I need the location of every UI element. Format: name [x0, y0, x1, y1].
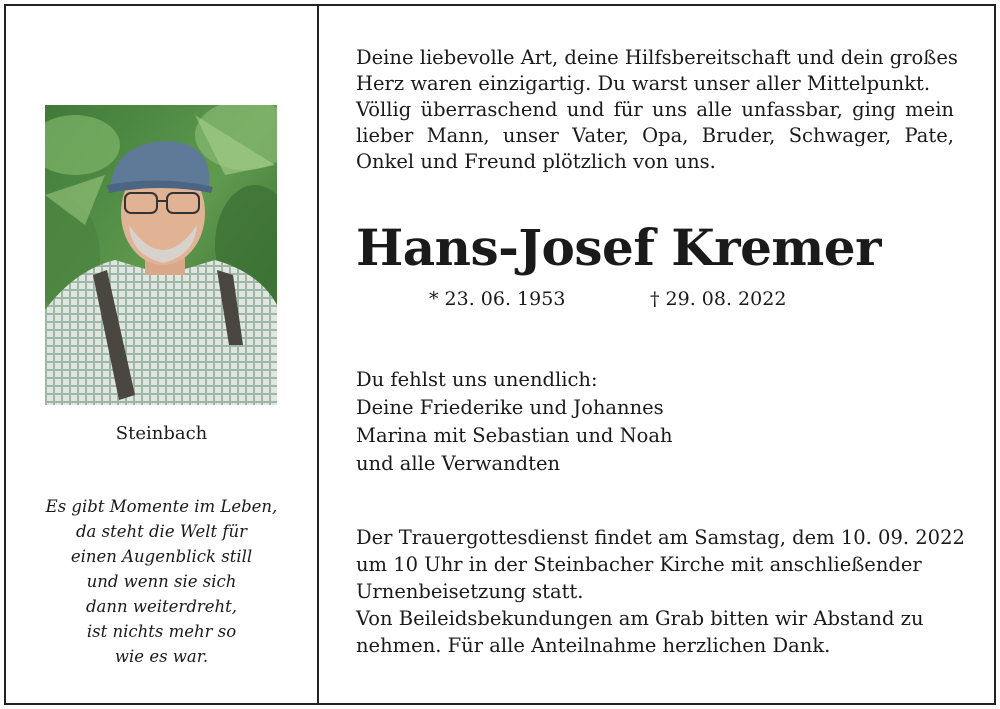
poem-line: Es gibt Momente im Leben, [45, 497, 278, 516]
column-divider [317, 4, 319, 705]
intro-line: Onkel und Freund plötzlich von uns. [356, 150, 716, 173]
poem-line: und wenn sie sich [86, 572, 237, 591]
birth-date: * 23. 06. 1953 [429, 288, 566, 310]
service-info [356, 524, 965, 659]
service-line: um 10 Uhr in der Steinbacher Kirche mit anschließender [356, 553, 922, 576]
deceased-name: Hans-Josef Kremer [356, 218, 881, 277]
death-date: † 29. 08. 2022 [650, 288, 787, 310]
poem-line: einen Augenblick still [70, 547, 253, 566]
family-line: Du fehlst uns unendlich: [356, 368, 598, 391]
intro-text [356, 45, 958, 175]
family-line: Marina mit Sebastian und Noah [356, 424, 673, 447]
hometown: Steinbach [115, 423, 208, 444]
intro-line: Völlig überraschend und für uns alle unfassbar, ging mein [356, 98, 954, 121]
poem-line: dann weiterdreht, [85, 597, 238, 616]
poem-line: ist nichts mehr so [86, 622, 237, 641]
poem-line: da steht die Welt für [75, 522, 247, 541]
family-signature [356, 366, 673, 478]
service-line: nehmen. Für alle Anteilnahme herzlichen Dank. [356, 634, 831, 657]
intro-line: Deine liebevolle Art, deine Hilfsbereitschaft und dein großes [356, 46, 958, 69]
intro-line: lieber Mann, unser Vater, Opa, Bruder, Schwager, Pate, [356, 124, 954, 147]
service-line: Urnenbeisetzung statt. [356, 580, 584, 603]
service-line: Von Beileidsbekundungen am Grab bitten wir Abstand zu [356, 607, 924, 630]
portrait-photo [45, 105, 277, 405]
poem-line: wie es war. [114, 647, 209, 666]
service-line: Der Trauergottesdienst findet am Samstag, dem 10. 09. 2022 [356, 526, 965, 549]
left-column [6, 6, 317, 703]
memorial-poem [6, 494, 317, 669]
intro-line: Herz waren einzigartig. Du warst unser aller Mittelpunkt. [356, 72, 931, 95]
family-line: Deine Friederike und Johannes [356, 396, 664, 419]
family-line: und alle Verwandten [356, 452, 561, 475]
